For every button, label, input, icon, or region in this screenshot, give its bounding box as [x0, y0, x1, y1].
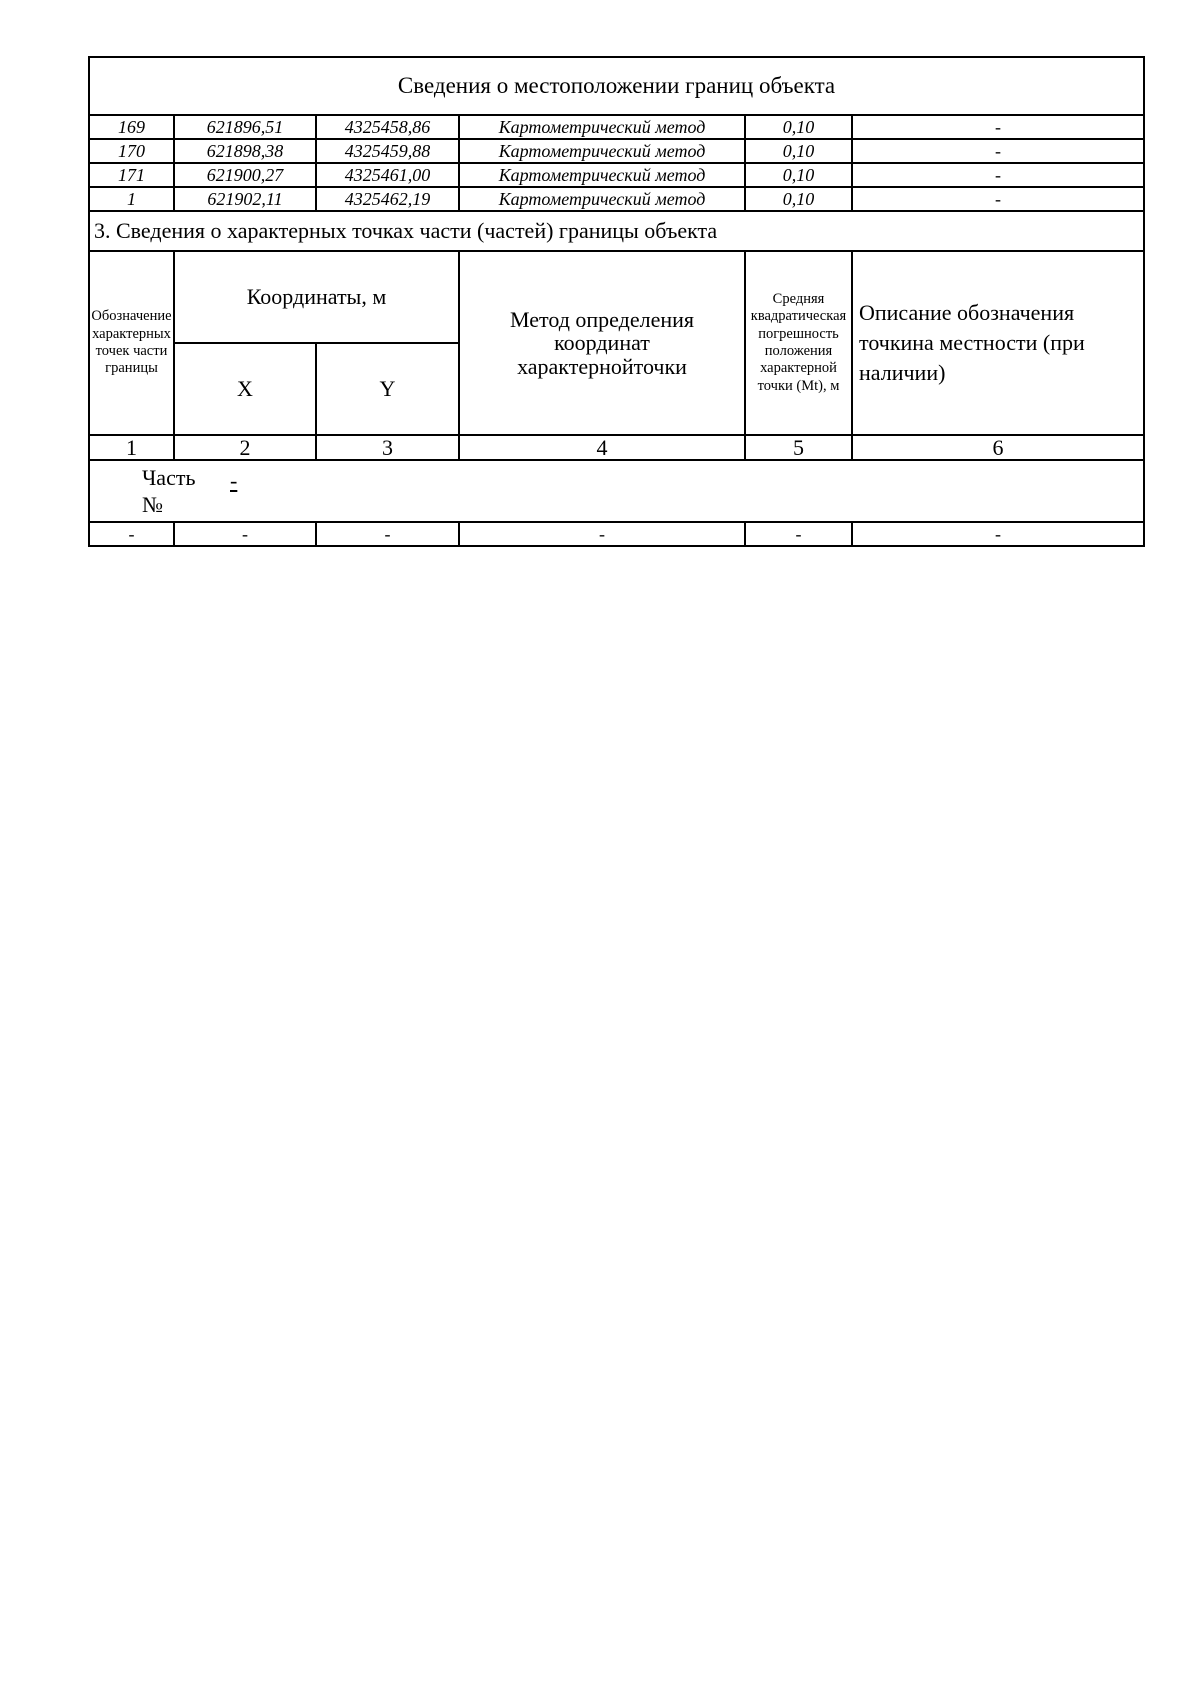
- description: -: [852, 187, 1144, 211]
- header-point-designation: Обозначение характерных точек части границы: [89, 251, 174, 435]
- table-row: [89, 139, 1144, 163]
- empty-cell: -: [316, 522, 459, 546]
- boundary-table: [88, 56, 1145, 547]
- empty-cell: -: [89, 522, 174, 546]
- coord-y: 4325459,88: [316, 139, 459, 163]
- empty-cell: -: [174, 522, 316, 546]
- table-row: [89, 187, 1144, 211]
- section-title: 3. Сведения о характерных точках части (частей) границы объекта: [89, 211, 1144, 251]
- coord-y: 4325461,00: [316, 163, 459, 187]
- description: -: [852, 115, 1144, 139]
- method: Картометрический метод: [459, 115, 745, 139]
- title-row: [89, 57, 1144, 115]
- accuracy: 0,10: [745, 139, 852, 163]
- accuracy: 0,10: [745, 187, 852, 211]
- description: -: [852, 163, 1144, 187]
- point-number: 1: [89, 187, 174, 211]
- method: Картометрический метод: [459, 163, 745, 187]
- coord-x: 621902,11: [174, 187, 316, 211]
- empty-cell: -: [459, 522, 745, 546]
- empty-cell: -: [745, 522, 852, 546]
- header-x: X: [174, 343, 316, 435]
- column-number: 4: [459, 435, 745, 460]
- point-number: 169: [89, 115, 174, 139]
- header-method: Метод определения координат характернойточки: [459, 251, 745, 435]
- table-title: Сведения о местоположении границ объекта: [89, 57, 1144, 115]
- empty-cell: -: [852, 522, 1144, 546]
- accuracy: 0,10: [745, 163, 852, 187]
- boundary-sheet: [88, 56, 1143, 547]
- table-row: [89, 115, 1144, 139]
- header-accuracy: Средняя квадратическая погрешность положения характерной точки (Mt), м: [745, 251, 852, 435]
- column-number: 1: [89, 435, 174, 460]
- part-row: [89, 460, 1144, 522]
- coord-x: 621896,51: [174, 115, 316, 139]
- method: Картометрический метод: [459, 187, 745, 211]
- part-value: -: [230, 468, 238, 494]
- table-row: [89, 522, 1144, 546]
- coord-y: 4325458,86: [316, 115, 459, 139]
- table-row: [89, 163, 1144, 187]
- column-number: 5: [745, 435, 852, 460]
- point-number: 171: [89, 163, 174, 187]
- header-description: Описание обозначения точкина местности (при наличии): [852, 251, 1144, 435]
- column-number: 6: [852, 435, 1144, 460]
- part-cell: [89, 460, 1144, 522]
- coord-x: 621900,27: [174, 163, 316, 187]
- accuracy: 0,10: [745, 115, 852, 139]
- part-label: Часть №: [142, 464, 196, 518]
- section-title-row: [89, 211, 1144, 251]
- method: Картометрический метод: [459, 139, 745, 163]
- header-row-top: [89, 251, 1144, 343]
- column-number: 2: [174, 435, 316, 460]
- column-number: 3: [316, 435, 459, 460]
- column-number-row: [89, 435, 1144, 460]
- point-number: 170: [89, 139, 174, 163]
- coord-x: 621898,38: [174, 139, 316, 163]
- description: -: [852, 139, 1144, 163]
- header-y: Y: [316, 343, 459, 435]
- header-coordinates: Координаты, м: [174, 251, 459, 343]
- coord-y: 4325462,19: [316, 187, 459, 211]
